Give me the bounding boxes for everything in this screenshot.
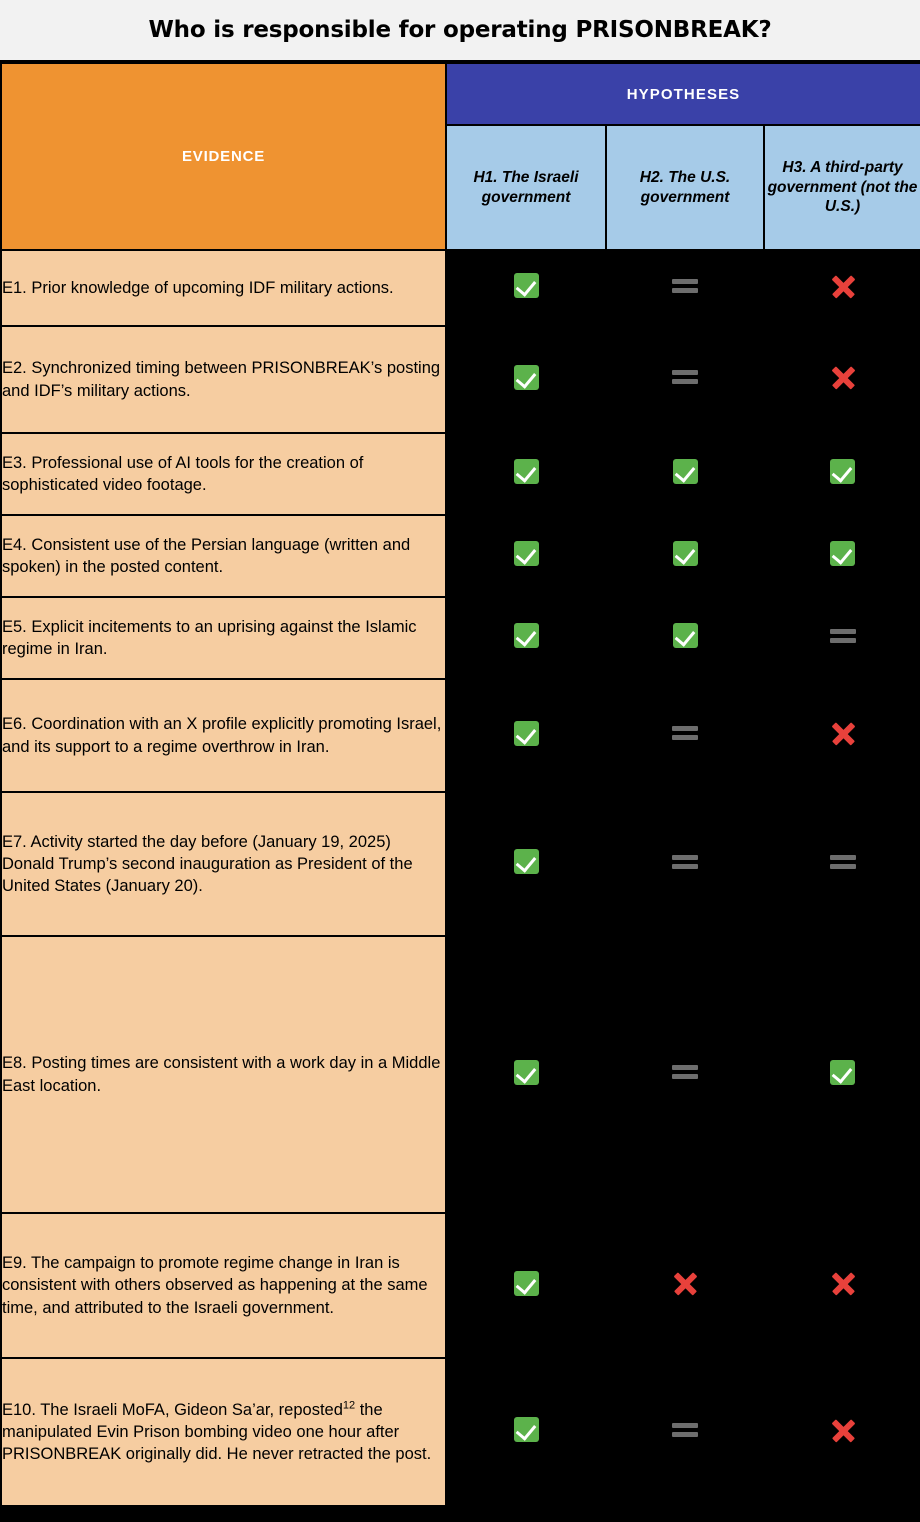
table-header-row-top [1,63,920,125]
neutral-equals-icon [672,725,698,741]
score-cell-h2 [606,433,764,515]
consistent-check-icon [514,273,539,298]
inconsistent-cross-icon [830,1270,856,1296]
consistent-check-icon [830,541,855,566]
consistent-check-icon [673,459,698,484]
inconsistent-cross-icon [830,720,856,746]
column-header-h3: H3. A third-party government (not the U.S.) [764,125,920,250]
consistent-check-icon [514,721,539,746]
table-row [1,936,920,1213]
score-cell-h1 [446,250,606,326]
page-title-bar [0,0,920,62]
score-cell-h1 [446,326,606,433]
score-cell-h3 [764,792,920,936]
score-cell-h2 [606,1213,764,1358]
inconsistent-cross-icon [830,364,856,390]
column-header-hypotheses: HYPOTHESES [446,63,920,125]
score-cell-h3 [764,433,920,515]
table-row [1,433,920,515]
neutral-equals-icon [672,1064,698,1080]
score-cell-h1 [446,679,606,792]
neutral-equals-icon [830,628,856,644]
table-row [1,1358,920,1506]
neutral-equals-icon [672,1422,698,1438]
score-cell-h1 [446,597,606,679]
evidence-cell: E1. Prior knowledge of upcoming IDF military actions. [1,250,446,326]
evidence-text-cont: the manipulated Evin Prison bombing video one hour after PRISONBREAK originally did. He never retracted the post. [2,1400,432,1464]
table-row [1,326,920,433]
evidence-cell: E3. Professional use of AI tools for the creation of sophisticated video footage. [1,433,446,515]
consistent-check-icon [673,541,698,566]
score-cell-h1 [446,433,606,515]
evidence-cell: E8. Posting times are consistent with a work day in a Middle East location. [1,936,446,1213]
table-row [1,597,920,679]
consistent-check-icon [514,459,539,484]
score-cell-h3 [764,597,920,679]
page-title: Who is responsible for operating PRISONBREAK? [148,17,772,43]
neutral-equals-icon [672,278,698,294]
score-cell-h2 [606,679,764,792]
evidence-cell: E4. Consistent use of the Persian language (written and spoken) in the posted content. [1,515,446,597]
score-cell-h1 [446,1213,606,1358]
score-cell-h2 [606,326,764,433]
score-cell-h3 [764,515,920,597]
score-cell-h3 [764,679,920,792]
score-cell-h1 [446,1358,606,1506]
score-cell-h2 [606,597,764,679]
neutral-equals-icon [830,854,856,870]
consistent-check-icon [673,623,698,648]
score-cell-h2 [606,515,764,597]
evidence-text: E10. The Israeli MoFA, Gideon Sa’ar, reposted [2,1400,343,1419]
score-cell-h2 [606,936,764,1213]
score-cell-h3 [764,250,920,326]
score-cell-h2 [606,1358,764,1506]
inconsistent-cross-icon [830,273,856,299]
table-body [1,250,920,1506]
consistent-check-icon [514,541,539,566]
footnote-marker[interactable]: 12 [342,1399,356,1412]
evidence-cell [1,1358,446,1506]
consistent-check-icon [514,623,539,648]
consistent-check-icon [514,849,539,874]
score-cell-h2 [606,792,764,936]
consistent-check-icon [514,1271,539,1296]
score-cell-h1 [446,792,606,936]
consistent-check-icon [514,1417,539,1442]
column-header-evidence: EVIDENCE [1,63,446,250]
analysis-of-competing-hypotheses-table [0,62,920,1507]
inconsistent-cross-icon [830,1417,856,1443]
evidence-cell: E2. Synchronized timing between PRISONBREAK’s posting and IDF’s military actions. [1,326,446,433]
consistent-check-icon [830,1060,855,1085]
table-row [1,515,920,597]
score-cell-h3 [764,326,920,433]
score-cell-h3 [764,1213,920,1358]
score-cell-h3 [764,1358,920,1506]
score-cell-h2 [606,250,764,326]
score-cell-h1 [446,936,606,1213]
consistent-check-icon [514,365,539,390]
score-cell-h3 [764,936,920,1213]
table-row [1,679,920,792]
inconsistent-cross-icon [672,1270,698,1296]
column-header-h1: H1. The Israeli government [446,125,606,250]
evidence-cell: E5. Explicit incitements to an uprising against the Islamic regime in Iran. [1,597,446,679]
neutral-equals-icon [672,369,698,385]
consistent-check-icon [830,459,855,484]
table-row [1,1213,920,1358]
evidence-cell: E6. Coordination with an X profile explicitly promoting Israel, and its support to a regime overthrow in Iran. [1,679,446,792]
evidence-cell: E7. Activity started the day before (January 19, 2025) Donald Trump’s second inauguration as President of the United States (January 20). [1,792,446,936]
table-row [1,792,920,936]
table-row [1,250,920,326]
column-header-h2: H2. The U.S. government [606,125,764,250]
neutral-equals-icon [672,854,698,870]
evidence-cell: E9. The campaign to promote regime change in Iran is consistent with others observed as happening at the same time, and attributed to the Israeli government. [1,1213,446,1358]
consistent-check-icon [514,1060,539,1085]
score-cell-h1 [446,515,606,597]
